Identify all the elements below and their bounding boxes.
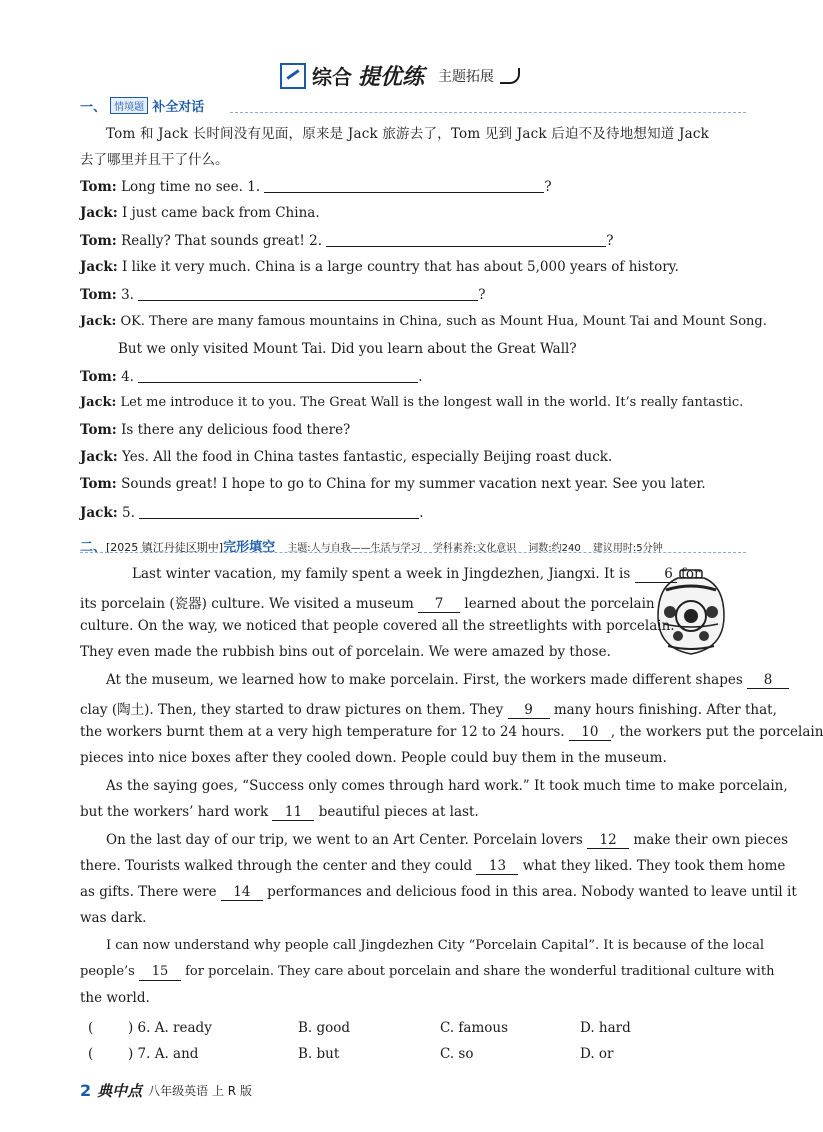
dialogue-line-9 (80, 395, 743, 410)
dialogue-line-13 (80, 504, 423, 521)
section1-intro-line1: Tom 和 Jack 长时间没有见面，原来是 Jack 旅游去了，Tom 见到 Jack 后迫不及待地想知道 Jack (106, 126, 709, 142)
dialogue-line-4 (80, 259, 679, 275)
pen-icon (280, 63, 306, 89)
passage-text: as gifts. There were (80, 884, 217, 900)
punct: ? (606, 233, 614, 249)
passage-text: for porcelain. They care about porcelain and share the wonderful traditional culture with (185, 964, 775, 979)
page-header (0, 60, 800, 93)
passage-text: make their own pieces (633, 832, 788, 848)
option-c[interactable]: C. famous (440, 1020, 509, 1036)
dialogue-text: 3. (121, 287, 134, 303)
section1-intro-line2: 去了哪里并且干了什么。 (80, 152, 229, 168)
passage-p1-line2 (80, 592, 655, 613)
speaker: Jack: (80, 205, 118, 221)
punct: . (419, 505, 424, 521)
blank-12[interactable]: 12 (587, 832, 629, 849)
dialogue-text: Sounds great! I hope to go to China for my summer vacation next year. See you later. (121, 476, 706, 492)
speaker: Tom: (80, 179, 117, 195)
option-b[interactable]: B. good (298, 1020, 351, 1036)
dialogue-line-6 (80, 314, 767, 329)
option-b[interactable]: B. but (298, 1046, 340, 1062)
dialogue-text: Really? That sounds great! 2. (121, 233, 322, 249)
passage-text: there. Tourists walked through the center and they could (80, 858, 473, 874)
passage-p5-line2 (80, 964, 774, 981)
answer-paren[interactable]: ( (88, 1046, 94, 1062)
speaker: Tom: (80, 369, 117, 385)
blank-10[interactable]: 10 (569, 724, 611, 741)
passage-text: beautiful pieces at last. (318, 804, 479, 820)
dialogue-text: Is there any delicious food there? (121, 422, 351, 438)
answer-line-2[interactable] (326, 232, 606, 247)
speaker: Tom: (80, 422, 117, 438)
dialogue-text: OK. There are many famous mountains in China, such as Mount Hua, Mount Tai and Mount Song. (120, 314, 767, 329)
section2-number: 二、 (80, 540, 107, 555)
header-subtitle: 主题拓展 (438, 68, 494, 85)
section1-divider (230, 112, 746, 113)
speaker: Jack: (80, 505, 118, 521)
blank-14[interactable]: 14 (221, 884, 263, 901)
passage-p1-line4: They even made the rubbish bins out of porcelain. We were amazed by those. (80, 644, 611, 660)
passage-p3-line1 (80, 778, 788, 794)
passage-text: Last winter vacation, my family spent a week in Jingdezhen, Jiangxi. It is (132, 566, 631, 582)
passage-text: people’s (80, 964, 135, 979)
dialogue-line-1 (80, 178, 552, 195)
passage-p3-line2 (80, 804, 479, 821)
speaker: Jack: (80, 449, 118, 465)
option-d[interactable]: D. or (580, 1046, 614, 1062)
blank-13[interactable]: 13 (476, 858, 518, 875)
dialogue-line-3 (80, 232, 614, 249)
speaker: Jack: (80, 314, 117, 329)
passage-text: what they liked. They took them home (522, 858, 786, 874)
header-title-strong: 提优练 (357, 65, 424, 90)
passage-p4-line1 (80, 832, 788, 849)
passage-p2-line1 (80, 672, 789, 689)
passage-text: learned about the porcelain (464, 596, 655, 612)
section1-heading (80, 96, 204, 115)
passage-text: , the workers put the porcelain (610, 724, 823, 740)
passage-text: the workers burnt them at a very high temperature for 12 to 24 hours. (80, 724, 565, 740)
passage-p4-line2 (80, 858, 785, 875)
option-c[interactable]: C. so (440, 1046, 474, 1062)
dialogue-text: Let me introduce it to you. The Great Wall is the longest wall in the world. It’s really fantastic. (120, 395, 744, 410)
passage-text: performances and delicious food in this area. Nobody wanted to leave until it (267, 884, 797, 900)
blank-6[interactable]: 6 (635, 566, 677, 583)
dialogue-line-11 (80, 449, 612, 465)
section2-label: 完形填空 (223, 540, 276, 555)
option-a[interactable]: ) 6. A. ready (128, 1020, 212, 1036)
section2-topic: 主题:人与自我——生活与学习 (287, 543, 421, 554)
answer-line-1[interactable] (264, 178, 544, 193)
passage-p5-line3: the world. (80, 990, 150, 1006)
blank-7[interactable]: 7 (418, 596, 460, 613)
blank-15[interactable]: 15 (139, 964, 181, 981)
publisher-logo: 典中点 (97, 1082, 143, 1100)
option-a[interactable]: ) 7. A. and (128, 1046, 199, 1062)
passage-p4-line3 (80, 884, 797, 901)
dialogue-line-7 (118, 341, 577, 357)
dialogue-line-10 (80, 422, 350, 438)
speaker: Tom: (80, 476, 117, 492)
answer-line-4[interactable] (138, 368, 418, 383)
option-d[interactable]: D. hard (580, 1020, 631, 1036)
dialogue-text: Yes. All the food in China tastes fantastic, especially Beijing roast duck. (122, 449, 613, 465)
section2-source: [2025 镇江丹徒区期中] (106, 541, 224, 554)
section2-divider (80, 552, 746, 553)
blank-9[interactable]: 9 (508, 702, 550, 719)
section1-number: 一、 (80, 100, 107, 115)
section2-word-count: 词数:约240 (528, 543, 581, 554)
passage-text: At the museum, we learned how to make porcelain. First, the workers made different shapes (106, 672, 743, 688)
speaker: Tom: (80, 233, 117, 249)
dialogue-line-5 (80, 286, 486, 303)
blank-8[interactable]: 8 (747, 672, 789, 689)
section1-label: 补全对话 (152, 100, 205, 115)
passage-text: On the last day of our trip, we went to an Art Center. Porcelain lovers (106, 832, 583, 848)
dialogue-line-12 (80, 476, 706, 492)
speaker: Jack: (80, 395, 117, 410)
answer-line-3[interactable] (138, 286, 478, 301)
speaker: Tom: (80, 287, 117, 303)
dialogue-text: But we only visited Mount Tai. Did you learn about the Great Wall? (118, 341, 577, 357)
punct: ? (544, 179, 552, 195)
dialogue-text: I like it very much. China is a large country that has about 5,000 years of history. (122, 259, 679, 275)
speaker: Jack: (80, 259, 118, 275)
dialogue-text: Long time no see. 1. (121, 179, 261, 195)
dialogue-line-8 (80, 368, 423, 385)
dialogue-text: 5. (122, 505, 135, 521)
blank-11[interactable]: 11 (272, 804, 314, 821)
dialogue-text: I just came back from China. (122, 205, 320, 221)
passage-p4-line4: was dark. (80, 910, 147, 926)
passage-text: I can now understand why people call Jingdezhen City “Porcelain Capital”. It is because of the local (106, 938, 765, 953)
passage-text: many hours finishing. After that, (553, 702, 777, 718)
book-title: 八年级英语 上 R 版 (148, 1084, 252, 1098)
page-number: 2 (80, 1081, 92, 1100)
header-swoosh-icon (500, 68, 520, 84)
punct: ? (478, 287, 486, 303)
passage-p2-line2 (80, 698, 777, 719)
passage-p2-line4: pieces into nice boxes after they cooled down. People could buy them in the museum. (80, 750, 667, 766)
header-title-main: 综合 (311, 65, 352, 89)
answer-paren[interactable]: ( (88, 1020, 94, 1036)
punct: . (418, 369, 423, 385)
passage-p5-line1 (80, 938, 764, 953)
section2-literacy: 学科素养:文化意识 (432, 543, 517, 554)
passage-p2-line3 (80, 724, 823, 741)
passage-p1-line1 (80, 566, 700, 583)
section2-time: 建议用时:5分钟 (592, 543, 663, 554)
answer-line-5[interactable] (139, 504, 419, 519)
dialogue-text: 4. (121, 369, 134, 385)
passage-text: clay (陶土). Then, they started to draw pictures on them. They (80, 702, 504, 718)
page-footer (80, 1080, 252, 1101)
passage-text: As the saying goes, “Success only comes through hard work.” It took much time to make porcelain, (106, 778, 788, 794)
passage-p1-line3: culture. On the way, we noticed that people covered all the streetlights with porcelain. (80, 618, 675, 634)
dialogue-line-2 (80, 205, 320, 221)
passage-text: its porcelain (瓷器) culture. We visited a museum (80, 596, 414, 612)
section1-tag: 情境题 (110, 97, 148, 114)
passage-text: but the workers’ hard work (80, 804, 269, 820)
passage-text: for (680, 566, 701, 582)
